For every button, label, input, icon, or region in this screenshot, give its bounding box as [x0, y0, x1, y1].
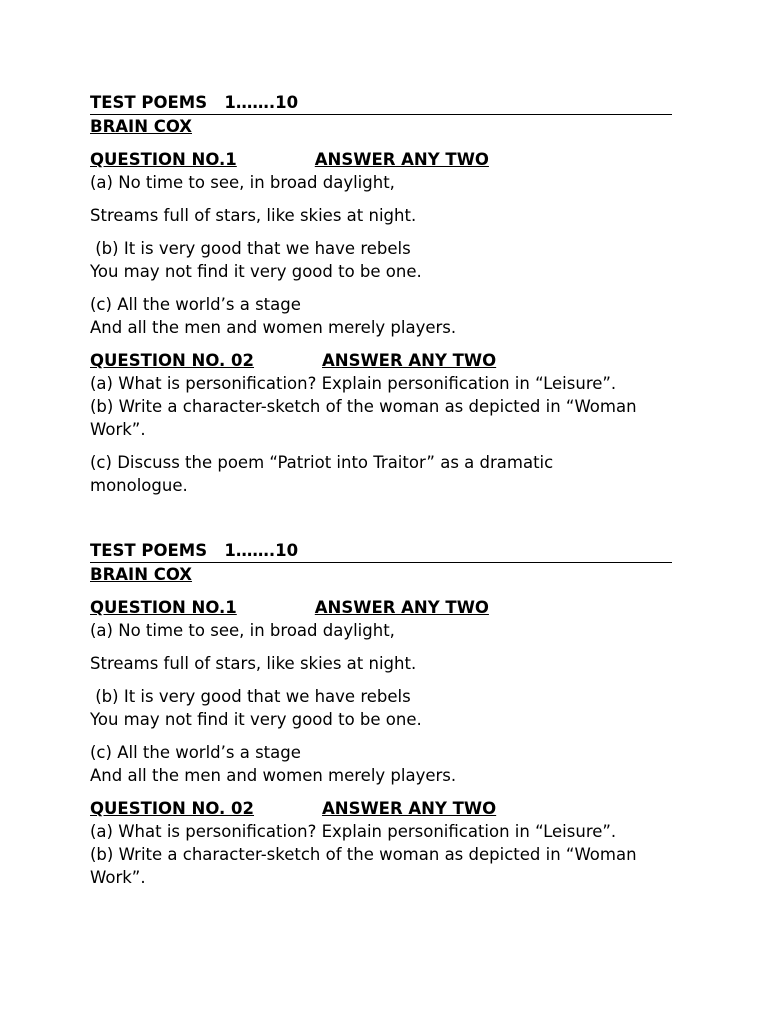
question-1-c-line-2: And all the men and women merely players. [90, 318, 457, 337]
question-2-b-line-2: Work”. [90, 420, 146, 439]
question-2-label: QUESTION NO. 02 [90, 351, 255, 370]
author-name: BRAIN COX [90, 565, 193, 584]
question-1-heading [90, 148, 680, 171]
question-1-b-line-2: You may not find it very good to be one. [90, 710, 422, 729]
test-title-row [90, 92, 672, 115]
document-page [90, 92, 680, 889]
test-title: TEST POEMS [90, 93, 208, 112]
question-1-instruction: ANSWER ANY TWO [314, 598, 489, 617]
question-2-a-line: (a) What is personification? Explain personification in “Leisure”. [90, 822, 617, 841]
question-2-instruction: ANSWER ANY TWO [322, 351, 497, 370]
question-1-c-line-2: And all the men and women merely players. [90, 766, 457, 785]
question-2-b-line-2: Work”. [90, 868, 146, 887]
question-2-label: QUESTION NO. 02 [90, 799, 255, 818]
question-1-a-line-2: Streams full of stars, like skies at night. [90, 654, 417, 673]
question-1-c-line-1: (c) All the world’s a stage [90, 295, 301, 314]
question-1-heading [90, 596, 680, 619]
author-name: BRAIN COX [90, 117, 193, 136]
test-title: TEST POEMS [90, 541, 208, 560]
question-2-instruction: ANSWER ANY TWO [322, 799, 497, 818]
question-1-label: QUESTION NO.1 [90, 150, 237, 169]
test-range: 1…….10 [224, 93, 299, 112]
test-title-row [90, 540, 672, 563]
question-1-label: QUESTION NO.1 [90, 598, 237, 617]
question-1-instruction: ANSWER ANY TWO [314, 150, 489, 169]
question-1-b-line-1: (b) It is very good that we have rebels [90, 687, 411, 706]
question-2-heading [90, 349, 680, 372]
question-1-a-line-2: Streams full of stars, like skies at night. [90, 206, 417, 225]
question-1-a-line-1: (a) No time to see, in broad daylight, [90, 173, 395, 192]
question-2-c-line-1: (c) Discuss the poem “Patriot into Traitor” as a dramatic [90, 453, 554, 472]
test-range: 1…….10 [224, 541, 299, 560]
question-2-heading [90, 797, 680, 820]
question-1-a-line-1: (a) No time to see, in broad daylight, [90, 621, 395, 640]
question-1-b-line-1: (b) It is very good that we have rebels [90, 239, 411, 258]
question-1-b-line-2: You may not find it very good to be one. [90, 262, 422, 281]
question-2-b-line-1: (b) Write a character-sketch of the woman as depicted in “Woman [90, 845, 637, 864]
question-1-c-line-1: (c) All the world’s a stage [90, 743, 301, 762]
question-2-b-line-1: (b) Write a character-sketch of the woman as depicted in “Woman [90, 397, 637, 416]
question-2-c-line-2: monologue. [90, 476, 188, 495]
question-2-a-line: (a) What is personification? Explain personification in “Leisure”. [90, 374, 617, 393]
